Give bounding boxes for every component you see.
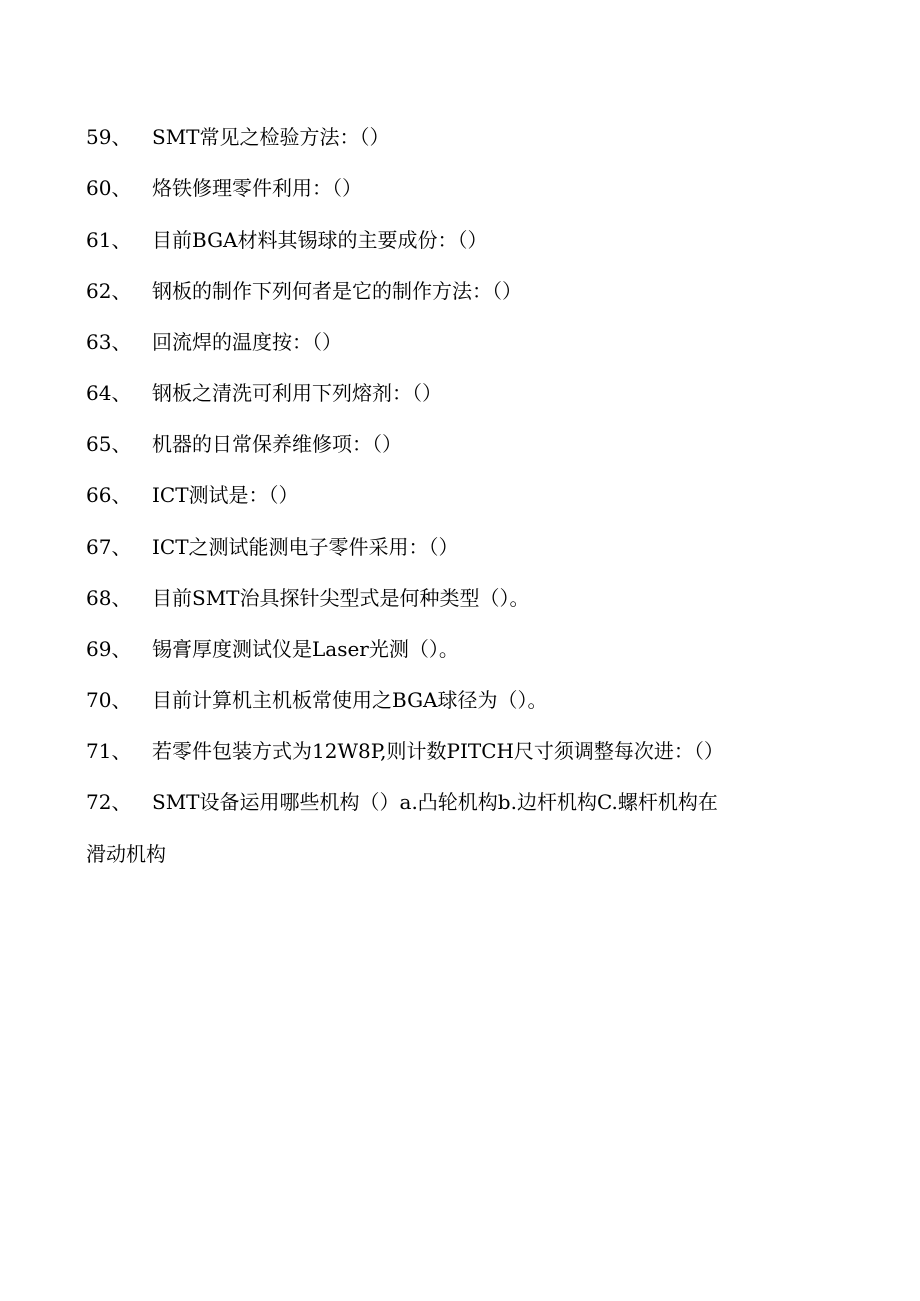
question-66 — [86, 480, 846, 510]
question-text: ICT测试是：（） — [152, 483, 299, 507]
question-69 — [86, 634, 846, 664]
question-61 — [86, 225, 846, 255]
question-text: SMT设备运用哪些机构（）a.凸轮机构b.边杆机构C.螺杆机构在 — [152, 790, 718, 814]
question-text: 目前BGA材料其锡球的主要成份：（） — [152, 228, 488, 252]
question-number: 66、 — [86, 483, 132, 507]
question-64 — [86, 378, 846, 408]
question-text: 锡膏厚度测试仪是Laser光测（）。 — [152, 637, 459, 661]
question-59 — [86, 122, 846, 152]
question-number: 61、 — [86, 228, 132, 252]
question-number: 59、 — [86, 125, 132, 149]
question-65 — [86, 429, 846, 459]
question-text: ICT之测试能测电子零件采用：（） — [152, 535, 459, 559]
question-text: 机器的日常保养维修项：（） — [152, 432, 402, 456]
question-number: 65、 — [86, 432, 132, 456]
question-60 — [86, 173, 846, 203]
question-number: 70、 — [86, 688, 132, 712]
question-number: 71、 — [86, 739, 132, 763]
question-62 — [86, 276, 846, 306]
question-number: 68、 — [86, 586, 132, 610]
question-68 — [86, 583, 846, 613]
question-72 — [86, 787, 846, 817]
question-text: SMT常见之检验方法：（） — [152, 125, 390, 149]
question-number: 60、 — [86, 176, 132, 200]
question-text: 钢板之清洗可利用下列熔剂：（） — [152, 381, 442, 405]
question-number: 72、 — [86, 790, 132, 814]
question-number: 69、 — [86, 637, 132, 661]
question-number: 63、 — [86, 330, 132, 354]
question-71 — [86, 736, 846, 766]
question-text: 若零件包装方式为12W8P,则计数PITCH尺寸须调整每次进：（） — [152, 739, 724, 763]
question-text: 钢板的制作下列何者是它的制作方法：（） — [152, 279, 522, 303]
question-text: 回流焊的温度按：（） — [152, 330, 342, 354]
question-number: 67、 — [86, 535, 132, 559]
question-text: 目前SMT治具探针尖型式是何种类型（）。 — [152, 586, 530, 610]
question-63 — [86, 327, 846, 357]
question-text: 烙铁修理零件利用：（） — [152, 176, 362, 200]
question-number: 64、 — [86, 381, 132, 405]
question-text: 目前计算机主机板常使用之BGA球径为（）。 — [152, 688, 548, 712]
question-72-continuation: 滑动机构 — [86, 842, 166, 866]
question-67 — [86, 532, 846, 562]
question-number: 62、 — [86, 279, 132, 303]
question-70 — [86, 685, 846, 715]
